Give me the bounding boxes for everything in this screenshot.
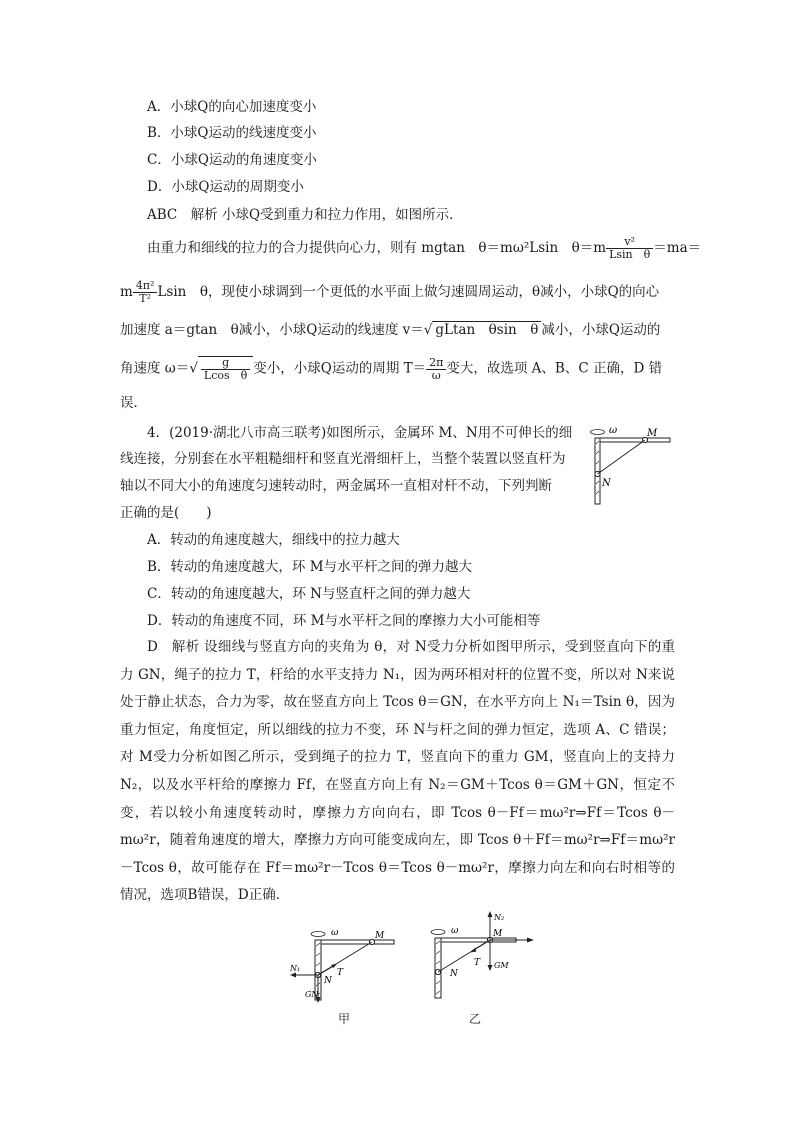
q4-option-a: A．转动的角速度越大，细线中的拉力越大 (147, 532, 400, 548)
numerator: 4π² (133, 280, 158, 293)
q4-option-c: C．转动的角速度越大，环 N与竖直杆之间的弹力越大 (147, 586, 471, 602)
label-m: M (375, 931, 385, 941)
figure-yi (430, 910, 540, 1002)
q4-stem-line-3: 轴以不同大小的角速度匀速转动时，两金属环一直相对杆不动，下列判断 (120, 478, 552, 494)
figure-jia (285, 928, 400, 1008)
q3-option-d: D．小球Q运动的周期变小 (147, 179, 304, 195)
q4-option-d: D．转动的角速度不同，环 M与水平杆之间的摩擦力大小可能相等 (147, 613, 541, 629)
q3-solution-line-4: 角速度 ω＝√ $\frac{g}{\text{Lcos θ}}$ 变小，小球Q运动的周期 T＝ $\frac{2\pi}{\omega}$ 变大，故选项 A、B、C 正确，D 错 (120, 355, 663, 382)
caption-jia: 甲 (338, 1012, 351, 1026)
q3-solution-line-3: 加速度 a＝gtan θ减小，小球Q运动的线速度 v＝√ gLtan θsin θ 减小，小球Q运动的 (120, 322, 661, 338)
omega-label: ω (609, 425, 618, 436)
label-n: N (450, 969, 458, 979)
q3-solution-line-1 (147, 236, 701, 261)
q3-option-c: C．小球Q运动的角速度变小 (147, 152, 317, 168)
q3-option-b: B．小球Q运动的线速度变小 (147, 125, 317, 141)
q4-figure (585, 424, 675, 506)
numerator: v² (606, 236, 653, 249)
denominator: Lsin θ (609, 248, 651, 261)
label-t: T (474, 958, 481, 968)
q4-stem-line-1: 4．(2019·湖北八市高三联考)如图所示，金属环 M、N用不可伸长的细 (147, 425, 573, 441)
q3-text: 由重力和细线的拉力的合力提供向心力，则有 mgtan θ＝mω²Lsin θ＝m (147, 240, 607, 256)
q3-answer: ABC 解析 小球Q受到重力和拉力作用，如图所示． (147, 207, 463, 223)
fraction (606, 236, 653, 261)
label-n: N (324, 976, 332, 986)
label-t: T (337, 968, 344, 978)
numerator: g (201, 357, 250, 370)
label-n: N (602, 478, 611, 489)
label-gm: GM (494, 961, 509, 970)
q4-option-b: B．转动的角速度越大，环 M与水平杆之间的弹力越大 (147, 559, 473, 575)
omega-label: ω (331, 928, 339, 938)
numerator: 2π (426, 357, 446, 370)
fraction (133, 280, 158, 305)
caption-yi: 乙 (469, 1012, 482, 1026)
denominator: T² (139, 292, 151, 305)
q3-text: m (120, 284, 133, 300)
fraction (198, 356, 253, 382)
q4-stem-line-4: 正确的是( ) (120, 505, 212, 521)
omega-label: ω (451, 926, 459, 936)
label-n2: N₂ (494, 913, 505, 922)
q3-text: ＝ma＝ (653, 240, 702, 256)
label-m: M (493, 929, 503, 939)
sqrt-content: gLtan θsin θ (432, 321, 541, 338)
label-gn: GN (305, 990, 319, 999)
q3-option-a: A．小球Q的向心加速度变小 (147, 99, 317, 115)
q4-stem-line-2: 线连接，分别套在水平粗糙细杆和竖直光滑细杆上，当整个装置以竖直杆为 (120, 451, 566, 467)
denominator: ω (431, 368, 441, 382)
fraction (426, 357, 446, 382)
q3-text: 加速度 a＝gtan θ减小，小球Q运动的线速度 v＝ (120, 322, 424, 338)
denominator: Lcos θ (203, 369, 248, 382)
q3-text: 变小，小球Q运动的周期 T＝ (253, 360, 427, 377)
q3-text: 角速度 ω＝ (120, 360, 190, 377)
q3-text: Lsin θ，现使小球调到一个更低的水平面上做匀速圆周运动，θ减小，小球Q的向心 (157, 284, 660, 300)
q3-text: 变大，故选项 A、B、C 正确，D 错 (446, 360, 663, 377)
q3-solution-line-5: 误． (120, 395, 147, 411)
q3-text: 减小，小球Q运动的 (541, 322, 661, 338)
q4-solution: D 解析 设细线与竖直方向的夹角为 θ，对 N受力分析如图甲所示，受到竖直向下的重力 GN，绳子的拉力 T，杆给的水平支持力 N₁，因为两环相对杆的位置不变，所以对 N来说处于静止状态，合力为零，故在竖直方向上 Tcos θ＝GN，在水平方向上 N₁＝Tsin θ，因为重力恒定，角度恒定，所以细线的拉力不变，环 N与杆之间的弹力恒定，选项 A、C 错误；对 M受力分析如图乙所示，受到绳子的拉力 T，竖直向下的重力 GM，竖直向上的支持力 N₂，以及水平杆给的摩擦力 Ff，在竖直方向上有 N₂＝GM＋Tcos θ＝GM＋GN，恒定不变，若以较小角速度转动时，摩擦力方向向右，即 Tcos θ－Ff＝mω²r⇒Ff＝Tcos θ－mω²r，随着角速度的增大，摩擦力方向可能变成向左，即 Tcos θ＋Ff＝mω²r⇒Ff＝mω²r－Tcos θ，故可能存在 Ff＝mω²r－Tcos θ＝Tcos θ－mω²r，摩擦力向左和向右时相等的情况，选项B错误，D正确． (120, 639, 675, 904)
label-m: M (647, 428, 658, 439)
label-n1: N₁ (290, 964, 301, 973)
q3-solution-line-2 (120, 280, 659, 305)
